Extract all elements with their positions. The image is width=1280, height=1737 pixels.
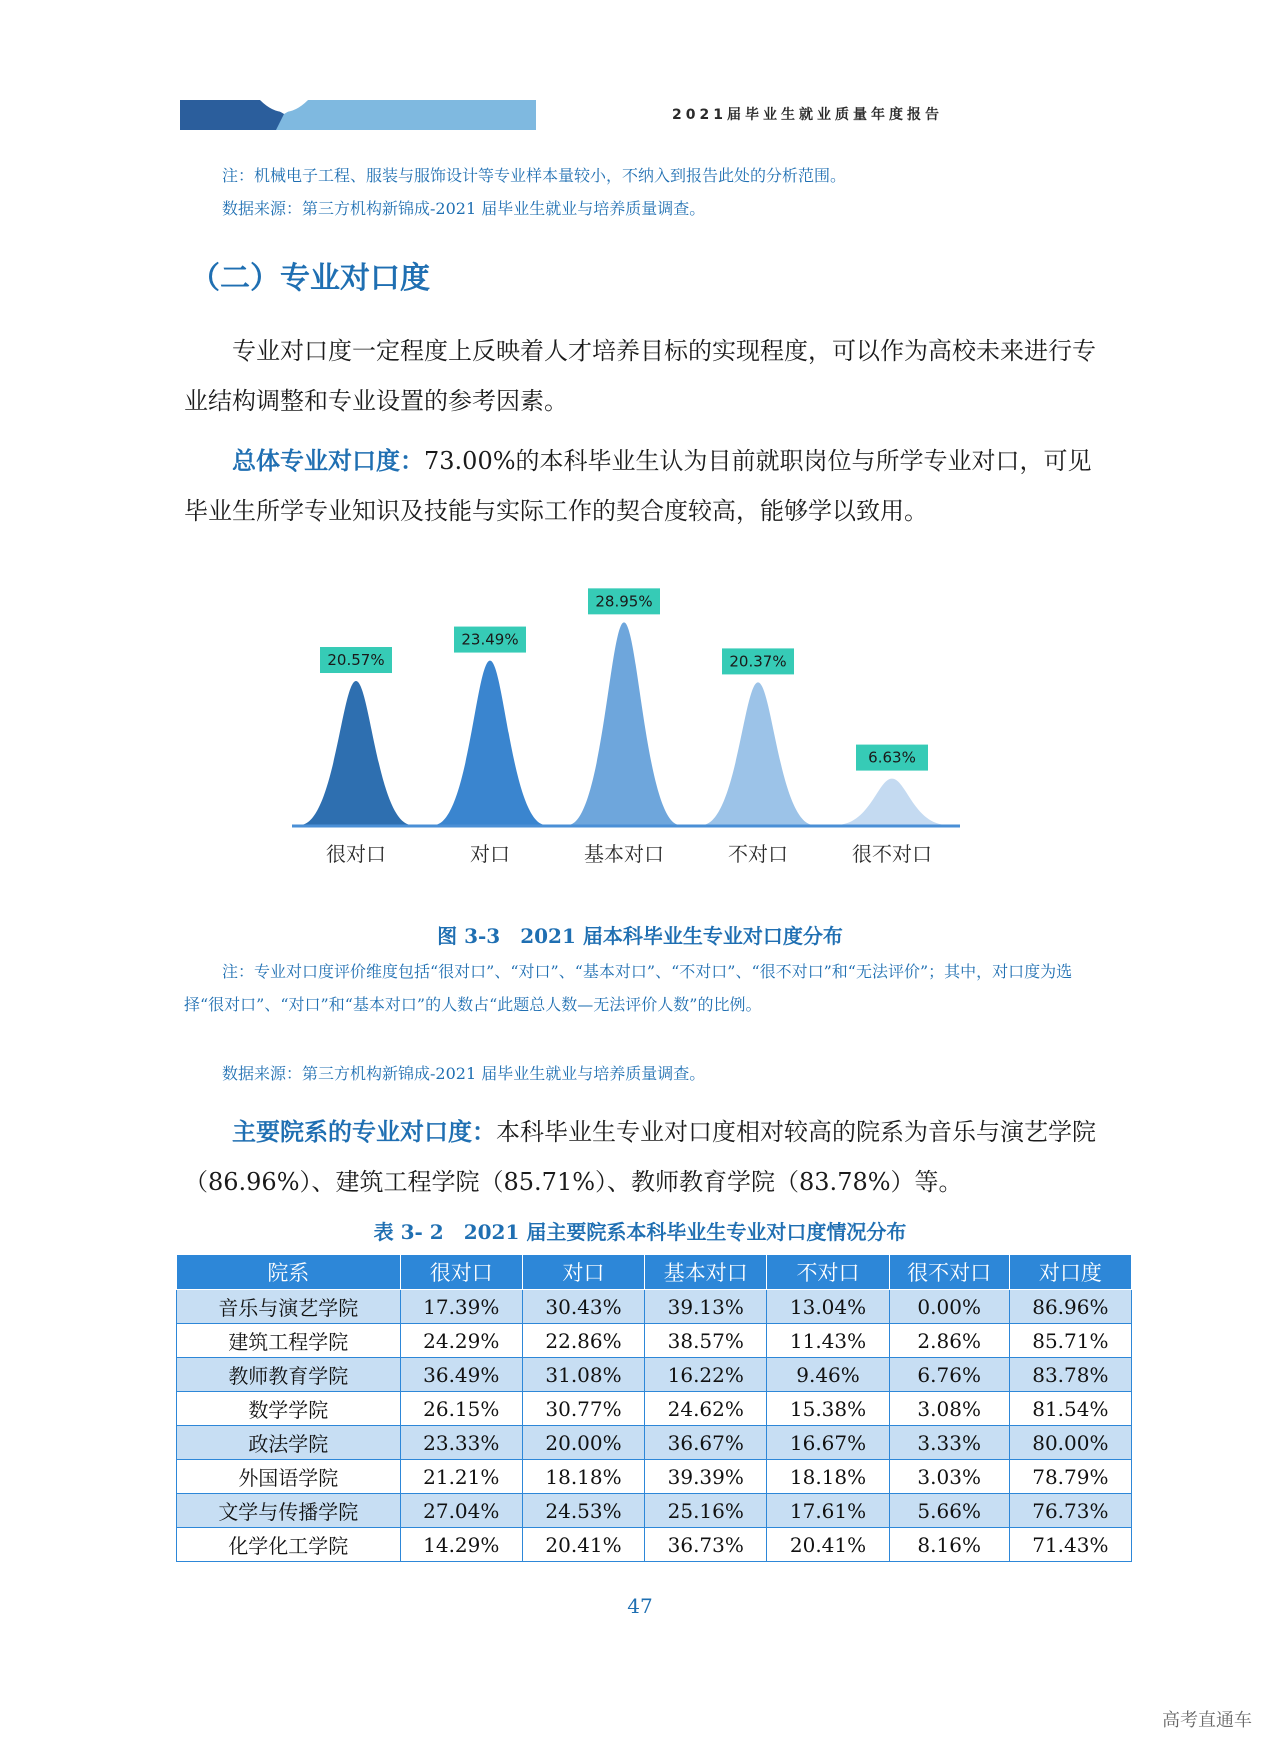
departments-text: 本科毕业生专业对口度相对较高的院系为音乐与演艺学院（86.96%）、建筑工程学院（85.71%）、教师教育学院（83.78%）等。 (184, 1118, 1096, 1196)
table-header-row (177, 1255, 1132, 1290)
table-cell: 16.22% (645, 1358, 767, 1392)
table-cell: 18.18% (522, 1460, 644, 1494)
table-row (177, 1460, 1132, 1494)
table-cell: 8.16% (889, 1528, 1009, 1562)
table-cell: 建筑工程学院 (177, 1324, 401, 1358)
category-label: 基本对口 (584, 842, 664, 866)
paragraph-intro-text: 专业对口度一定程度上反映着人才培养目标的实现程度，可以作为高校未来进行专业结构调整和专业设置的参考因素。 (184, 337, 1096, 415)
top-note: 注：机械电子工程、服装与服饰设计等专业样本量较小，不纳入到报告此处的分析范围。 (222, 166, 847, 185)
table-cell: 36.49% (400, 1358, 522, 1392)
table-cell: 5.66% (889, 1494, 1009, 1528)
table-cell: 0.00% (889, 1290, 1009, 1324)
match-distribution-chart (280, 572, 970, 872)
table-cell: 24.53% (522, 1494, 644, 1528)
overall-text: 73.00%的本科毕业生认为目前就职岗位与所学专业对口，可见毕业生所学专业知识及技能与实际工作的契合度较高，能够学以致用。 (184, 447, 1092, 525)
table-cell: 3.08% (889, 1392, 1009, 1426)
table-cell: 20.41% (522, 1528, 644, 1562)
watermark: 高考直通车 (1162, 1710, 1252, 1731)
table-row (177, 1290, 1132, 1324)
table-cell: 9.46% (767, 1358, 889, 1392)
table-cell: 83.78% (1009, 1358, 1131, 1392)
table-cell: 22.86% (522, 1324, 644, 1358)
table-row (177, 1494, 1132, 1528)
table-cell: 38.57% (645, 1324, 767, 1358)
table-cell: 教师教育学院 (177, 1358, 401, 1392)
overall-lead: 总体专业对口度： (232, 447, 424, 475)
table-cell: 81.54% (1009, 1392, 1131, 1426)
table-cell: 14.29% (400, 1528, 522, 1562)
category-label: 不对口 (728, 842, 788, 866)
table-cell: 16.67% (767, 1426, 889, 1460)
paragraph-overall (184, 436, 1104, 536)
table-cell: 26.15% (400, 1392, 522, 1426)
data-label: 20.57% (327, 651, 385, 670)
table-header-cell: 很不对口 (889, 1255, 1009, 1290)
table-cell: 政法学院 (177, 1426, 401, 1460)
table-caption: 表 3- 2 2021 届主要院系本科毕业生专业对口度情况分布 (373, 1220, 907, 1244)
table-cell: 30.43% (522, 1290, 644, 1324)
section-title: （二）专业对口度 (190, 261, 430, 296)
table-cell: 化学化工学院 (177, 1528, 401, 1562)
table-cell: 15.38% (767, 1392, 889, 1426)
figure-source: 数据来源：第三方机构新锦成-2021 届毕业生就业与培养质量调查。 (222, 1064, 706, 1083)
table-row (177, 1324, 1132, 1358)
figure-caption: 图 3-3 2021 届本科毕业生专业对口度分布 (437, 924, 843, 948)
table-cell: 2.86% (889, 1324, 1009, 1358)
table-cell: 数学学院 (177, 1392, 401, 1426)
table-cell: 25.16% (645, 1494, 767, 1528)
table-cell: 3.33% (889, 1426, 1009, 1460)
chart-peak (568, 622, 680, 825)
header-banner (180, 100, 536, 130)
table-cell: 3.03% (889, 1460, 1009, 1494)
department-match-table (176, 1254, 1132, 1562)
table-cell: 36.73% (645, 1528, 767, 1562)
paragraph-intro (184, 326, 1104, 426)
top-source: 数据来源：第三方机构新锦成-2021 届毕业生就业与培养质量调查。 (222, 199, 706, 218)
chart-peak (836, 779, 948, 825)
table-cell: 6.76% (889, 1358, 1009, 1392)
table-cell: 80.00% (1009, 1426, 1131, 1460)
table-cell: 音乐与演艺学院 (177, 1290, 401, 1324)
figure-note (184, 955, 1104, 1021)
table-header-cell: 不对口 (767, 1255, 889, 1290)
table-cell: 86.96% (1009, 1290, 1131, 1324)
table-header-cell: 对口度 (1009, 1255, 1131, 1290)
table-header-cell: 对口 (522, 1255, 644, 1290)
table-cell: 85.71% (1009, 1324, 1131, 1358)
table-cell: 文学与传播学院 (177, 1494, 401, 1528)
category-label: 很对口 (326, 842, 386, 866)
table-cell: 71.43% (1009, 1528, 1131, 1562)
page-number: 47 (627, 1594, 653, 1618)
table-cell: 39.13% (645, 1290, 767, 1324)
table-row (177, 1426, 1132, 1460)
table-cell: 39.39% (645, 1460, 767, 1494)
table-cell: 24.62% (645, 1392, 767, 1426)
chart-peak (434, 661, 546, 825)
table-cell: 外国语学院 (177, 1460, 401, 1494)
data-label: 20.37% (729, 652, 787, 671)
table-header-cell: 很对口 (400, 1255, 522, 1290)
table-header-cell: 院系 (177, 1255, 401, 1290)
table-cell: 76.73% (1009, 1494, 1131, 1528)
table-cell: 13.04% (767, 1290, 889, 1324)
table-cell: 21.21% (400, 1460, 522, 1494)
table-cell: 78.79% (1009, 1460, 1131, 1494)
departments-lead: 主要院系的专业对口度： (232, 1118, 496, 1146)
header-title: 2021届毕业生就业质量年度报告 (672, 107, 943, 123)
table-row (177, 1528, 1132, 1562)
category-label: 很不对口 (852, 842, 932, 866)
table-cell: 27.04% (400, 1494, 522, 1528)
figure-note-text: 注：专业对口度评价维度包括“很对口”、“对口”、“基本对口”、“不对口”、“很不对口”和“无法评价”；其中，对口度为选择“很对口”、“对口”和“基本对口”的人数占“此题总人数—无法评价人数”的比例。 (184, 962, 1073, 1014)
table-cell: 11.43% (767, 1324, 889, 1358)
table-cell: 20.00% (522, 1426, 644, 1460)
table-cell: 20.41% (767, 1528, 889, 1562)
chart-peak (300, 681, 412, 825)
table-cell: 17.39% (400, 1290, 522, 1324)
table-cell: 24.29% (400, 1324, 522, 1358)
table-row (177, 1358, 1132, 1392)
table-cell: 18.18% (767, 1460, 889, 1494)
data-label: 28.95% (595, 592, 653, 611)
table-row (177, 1392, 1132, 1426)
table-cell: 30.77% (522, 1392, 644, 1426)
table-header-cell: 基本对口 (645, 1255, 767, 1290)
table-cell: 36.67% (645, 1426, 767, 1460)
table-cell: 17.61% (767, 1494, 889, 1528)
data-label: 23.49% (461, 630, 519, 649)
paragraph-departments (184, 1107, 1104, 1207)
data-label: 6.63% (868, 748, 916, 767)
table-cell: 31.08% (522, 1358, 644, 1392)
category-label: 对口 (470, 842, 510, 866)
chart-peak (702, 682, 814, 825)
table-cell: 23.33% (400, 1426, 522, 1460)
